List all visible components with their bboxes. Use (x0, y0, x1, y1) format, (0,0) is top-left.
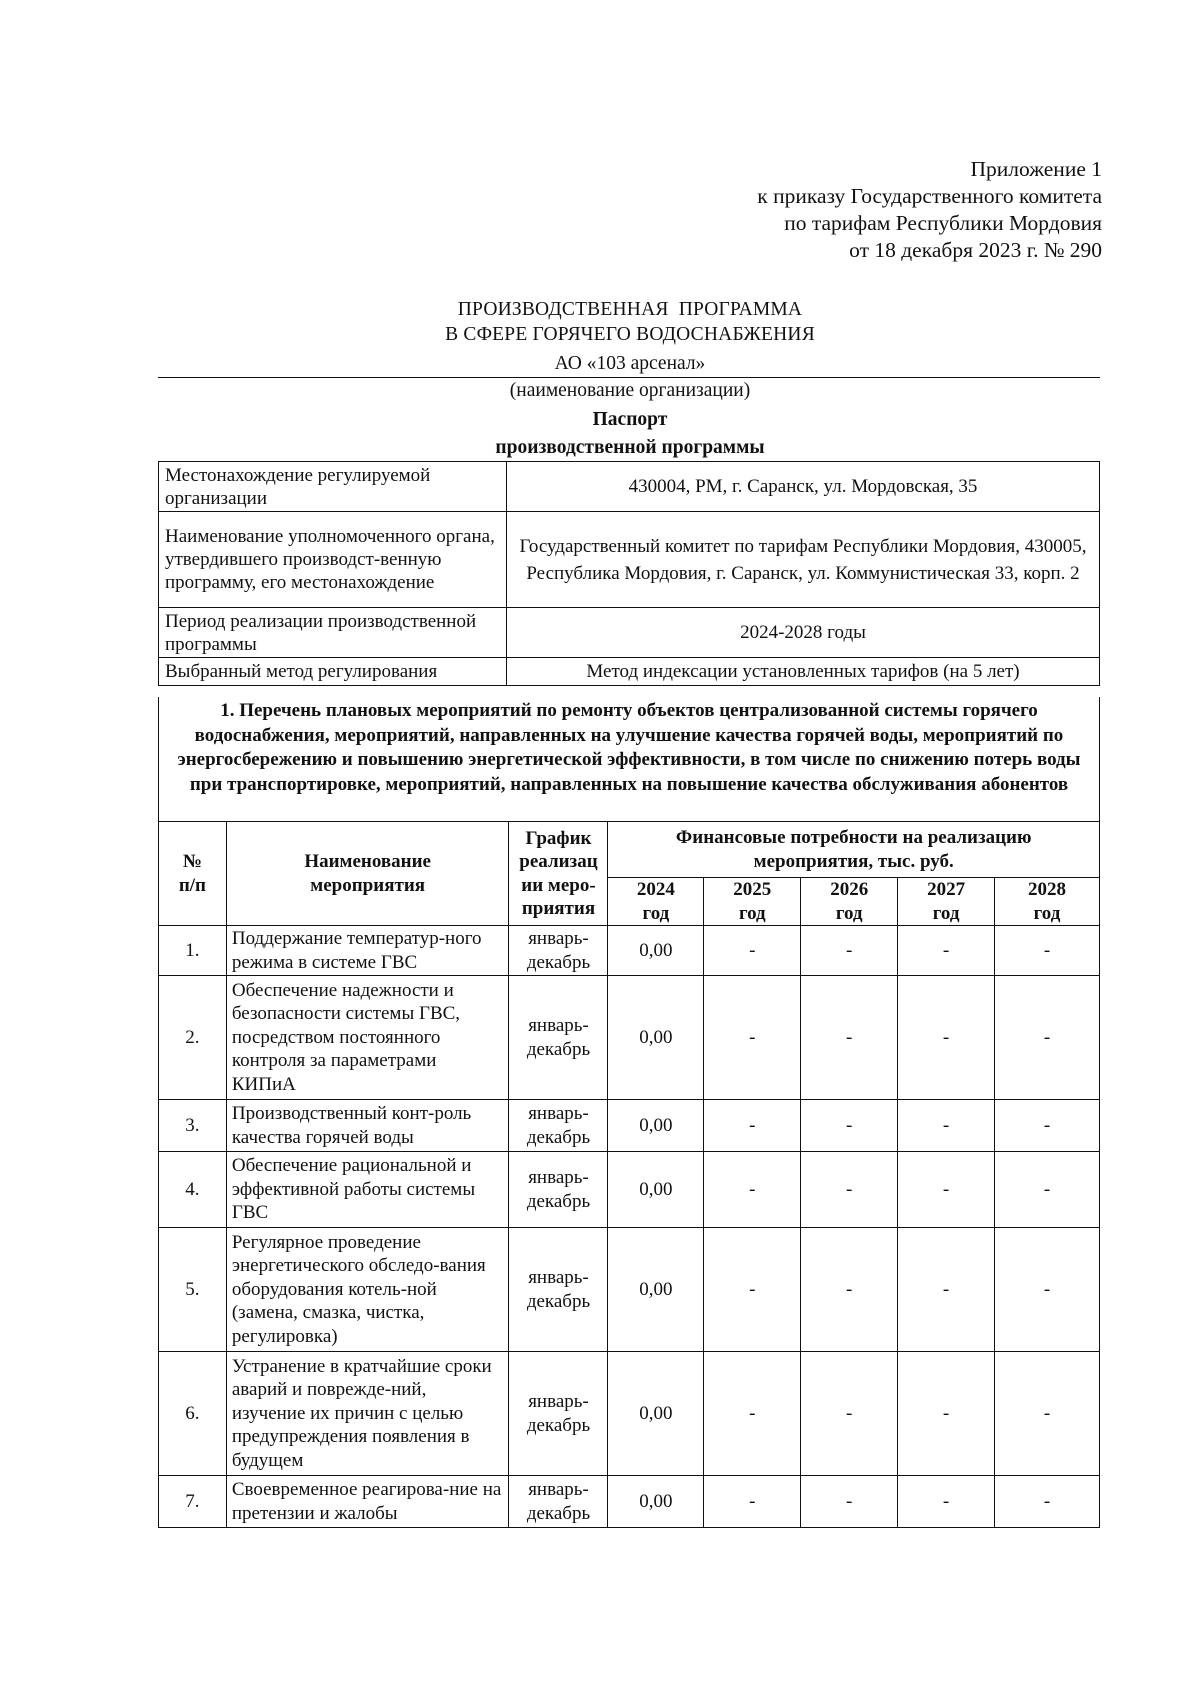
appendix-block (757, 156, 1102, 264)
row-name: Поддержание температур-ного режима в системе ГВС (226, 926, 509, 976)
appendix-line-2: к приказу Государственного комитета (757, 184, 1102, 208)
row-value-2026: - (801, 1352, 898, 1476)
header-year: 2027 год (898, 878, 995, 926)
title-line-1: ПРОИЗВОДСТВЕННАЯ ПРОГРАММА (457, 299, 803, 320)
row-value-2026: - (801, 976, 898, 1100)
row-value-2028: - (995, 1476, 1100, 1528)
row-num: 3. (159, 1100, 227, 1152)
row-value-2026: - (801, 926, 898, 976)
section-1-title: 1. Перечень плановых мероприятий по ремонту объектов централизованной системы горячего водоснабжения, мероприятий, направленных на улучшение качества горячей воды, мероприятий по энергосбережению и повышению энергетической эффективности, в том числе по снижению потерь воды при транспортировке, мероприятий, направленных на повышение качества обслуживания абонентов (158, 697, 1100, 821)
appendix-line-4: от 18 декабря 2023 г. № 290 (849, 238, 1102, 262)
passport-row (159, 608, 1100, 658)
table-row (159, 926, 1100, 976)
row-num: 1. (159, 926, 227, 976)
row-schedule: январь-декабрь (509, 976, 608, 1100)
row-value-2028: - (995, 1100, 1100, 1152)
row-value-2025: - (704, 1476, 801, 1528)
row-value-2026: - (801, 1100, 898, 1152)
row-value-2027: - (898, 1352, 995, 1476)
row-num: 2. (159, 976, 227, 1100)
row-schedule: январь-декабрь (509, 1152, 608, 1228)
row-value-2026: - (801, 1152, 898, 1228)
passport-key: Период реализации производственной программы (159, 608, 507, 658)
organization-name: АО «103 арсенал» (554, 353, 706, 374)
row-value-2028: - (995, 976, 1100, 1100)
header-year: 2025 год (704, 878, 801, 926)
row-value-2024: 0,00 (608, 976, 704, 1100)
row-name: Своевременное реагирова-ние на претензии и жалобы (226, 1476, 509, 1528)
row-value-2026: - (801, 1476, 898, 1528)
row-name: Устранение в кратчайшие сроки аварий и поврежде-ний, изучение их причин с целью предупреждения появления в будущем (226, 1352, 509, 1476)
row-num: 5. (159, 1228, 227, 1352)
passport-value: Метод индексации установленных тарифов (на 5 лет) (507, 658, 1100, 686)
row-value-2028: - (995, 1152, 1100, 1228)
row-value-2024: 0,00 (608, 1152, 704, 1228)
row-value-2026: - (801, 1228, 898, 1352)
row-name: Обеспечение рациональной и эффективной работы системы ГВС (226, 1152, 509, 1228)
row-value-2028: - (995, 926, 1100, 976)
passport-row (159, 462, 1100, 512)
table-row (159, 1152, 1100, 1228)
row-value-2028: - (995, 1228, 1100, 1352)
row-name: Обеспечение надежности и безопасности системы ГВС, посредством постоянного контроля за параметрами КИПиА (226, 976, 509, 1100)
table-row (159, 1476, 1100, 1528)
row-schedule: январь-декабрь (509, 1100, 608, 1152)
measures-table (158, 821, 1100, 1528)
organization-underline (158, 377, 1100, 378)
row-value-2024: 0,00 (608, 1228, 704, 1352)
passport-key: Местонахождение регулируемой организации (159, 462, 507, 512)
row-value-2025: - (704, 1100, 801, 1152)
row-value-2024: 0,00 (608, 1100, 704, 1152)
row-value-2025: - (704, 1352, 801, 1476)
title-line-2: В СФЕРЕ ГОРЯЧЕГО ВОДОСНАБЖЕНИЯ (445, 324, 815, 345)
row-value-2027: - (898, 976, 995, 1100)
header-year: 2028 год (995, 878, 1100, 926)
row-value-2025: - (704, 1152, 801, 1228)
passport-key: Наименование уполномоченного органа, утвердившего производст-венную программу, его местонахождение (159, 512, 507, 608)
row-schedule: январь-декабрь (509, 926, 608, 976)
passport-value: 2024-2028 годы (507, 608, 1100, 658)
row-value-2024: 0,00 (608, 1476, 704, 1528)
row-value-2027: - (898, 1228, 995, 1352)
row-schedule: январь-декабрь (509, 1352, 608, 1476)
passport-line-1: Паспорт (592, 409, 668, 430)
row-value-2025: - (704, 976, 801, 1100)
header-year: 2026 год (801, 878, 898, 926)
row-num: 6. (159, 1352, 227, 1476)
row-schedule: январь-декабрь (509, 1228, 608, 1352)
row-num: 4. (159, 1152, 227, 1228)
row-schedule: январь-декабрь (509, 1476, 608, 1528)
row-value-2027: - (898, 1152, 995, 1228)
row-value-2025: - (704, 1228, 801, 1352)
row-name: Регулярное проведение энергетического обследо-вания оборудования котель-ной (замена, смазка, чистка, регулировка) (226, 1228, 509, 1352)
table-row (159, 976, 1100, 1100)
row-value-2027: - (898, 1476, 995, 1528)
row-name: Производственный конт-роль качества горячей воды (226, 1100, 509, 1152)
appendix-line-3: по тарифам Республики Мордовия (784, 211, 1102, 235)
header-name: Наименование мероприятия (226, 822, 509, 926)
row-value-2025: - (704, 926, 801, 976)
passport-table (158, 461, 1100, 686)
measures-header-row (159, 822, 1100, 878)
organization-caption: (наименование организации) (509, 380, 751, 401)
row-value-2027: - (898, 926, 995, 976)
row-value-2027: - (898, 1100, 995, 1152)
passport-row (159, 658, 1100, 686)
table-row (159, 1352, 1100, 1476)
document-title (160, 297, 1100, 347)
passport-value: Государственный комитет по тарифам Республики Мордовия, 430005, Республика Мордовия, г. Саранск, ул. Коммунистическая 33, корп. 2 (507, 512, 1100, 608)
table-row (159, 1228, 1100, 1352)
header-finance: Финансовые потребности на реализацию мероприятия, тыс. руб. (608, 822, 1100, 878)
row-value-2024: 0,00 (608, 926, 704, 976)
appendix-line-1: Приложение 1 (970, 157, 1102, 181)
table-row (159, 1100, 1100, 1152)
passport-row (159, 512, 1100, 608)
row-num: 7. (159, 1476, 227, 1528)
row-value-2024: 0,00 (608, 1352, 704, 1476)
passport-key: Выбранный метод регулирования (159, 658, 507, 686)
header-schedule: График реализац ии меро-приятия (509, 822, 608, 926)
header-num: № п/п (159, 822, 227, 926)
passport-line-2: производственной программы (495, 437, 765, 458)
passport-value: 430004, РМ, г. Саранск, ул. Мордовская, 35 (507, 462, 1100, 512)
passport-heading (160, 406, 1100, 462)
row-value-2028: - (995, 1352, 1100, 1476)
header-year: 2024 год (608, 878, 704, 926)
